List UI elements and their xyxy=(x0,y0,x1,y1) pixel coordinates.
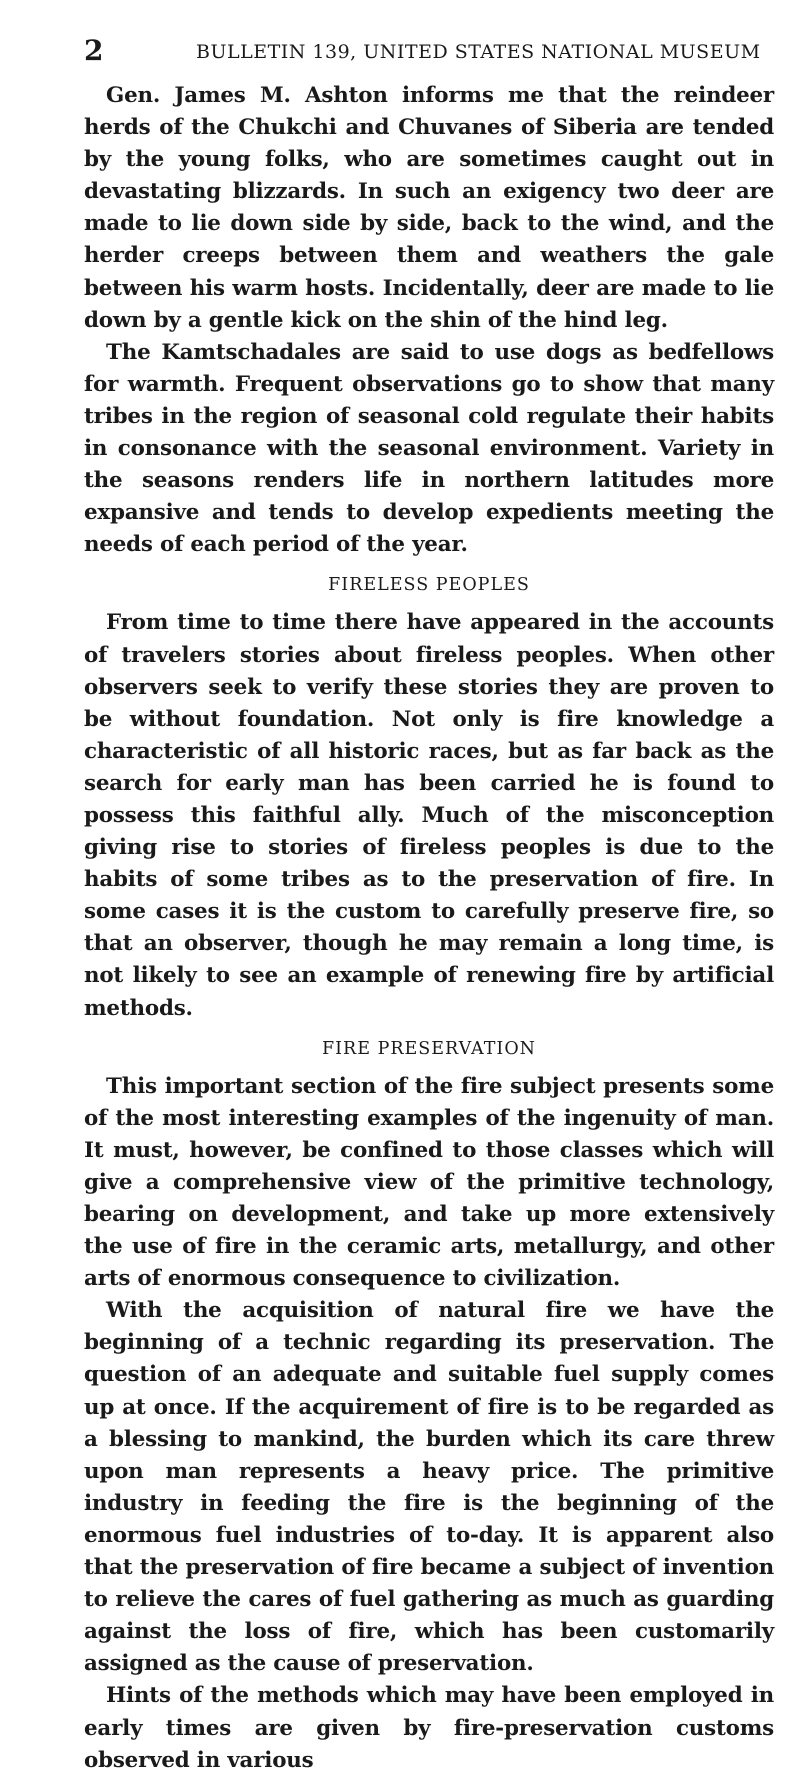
page-number: 2 xyxy=(84,34,104,67)
paragraph-fire-subject: This important section of the fire subject presents some of the most interesting examples of the ingenuity of man. It must, however, be confined to those classes which will give a comprehensive view of the primitive technology, bearing on development, and take up more extensively the use of fire in the ceramic arts, metallurgy, and other arts of enormous consequence to civilization. xyxy=(84,1073,774,1292)
paragraph-fireless-peoples: From time to time there have appeared in the accounts of travelers stories about fireless peoples. When other observers seek to verify these stories they are proven to be without foundation. Not only is fire knowledge a characteristic of all historic races, but as far back as the search for early man has been carried he is found to possess this faithful ally. Much of the misconception giving rise to stories of fireless peoples is due to the habits of some tribes as to the preservation of fire. In some cases it is the custom to carefully preserve fire, so that an observer, though he may remain a long time, is not likely to see an example of renewing fire by artificial methods. xyxy=(84,610,774,1021)
paragraph-hints: Hints of the methods which may have been employed in early times are given by fire-preservation customs observed in various xyxy=(84,1683,774,1773)
running-head xyxy=(84,36,774,70)
document-page xyxy=(84,36,774,1777)
running-head-title: BULLETIN 139, UNITED STATES NATIONAL MUSEUM xyxy=(196,41,761,63)
paragraph-kamtschadales: The Kamtschadales are said to use dogs as bedfellows for warmth. Frequent observations go to show that many tribes in the region of seasonal cold regulate their habits in consonance with the seasonal environment. Variety in the seasons renders life in northern latitudes more expansive and tends to develop expedients meeting the needs of each period of the year. xyxy=(84,339,774,558)
section-heading-fireless-peoples: FIRELESS PEOPLES xyxy=(328,575,530,596)
section-heading-fire-preservation: FIRE PRESERVATION xyxy=(322,1038,536,1059)
paragraph-reindeer: Gen. James M. Ashton informs me that the reindeer herds of the Chukchi and Chuvanes of Siberia are tended by the young folks, who are sometimes caught out in devastating blizzards. In such an exigency two deer are made to lie down side by side, back to the wind, and the herder creeps between them and weathers the gale between his warm hosts. Incidentally, deer are made to lie down by a gentle kick on the shin of the hind leg. xyxy=(84,83,774,333)
paragraph-natural-fire: With the acquisition of natural fire we have the beginning of a technic regarding its preservation. The question of an adequate and suitable fuel supply comes up at once. If the acquirement of fire is to be regarded as a blessing to mankind, the burden which its care threw upon man represents a heavy price. The primitive industry in feeding the fire is the beginning of the enormous fuel industries of to-day. It is apparent also that the preservation of fire became a subject of invention to relieve the cares of fuel gathering as much as guarding against the loss of fire, which has been customarily assigned as the cause of preservation. xyxy=(84,1298,774,1677)
